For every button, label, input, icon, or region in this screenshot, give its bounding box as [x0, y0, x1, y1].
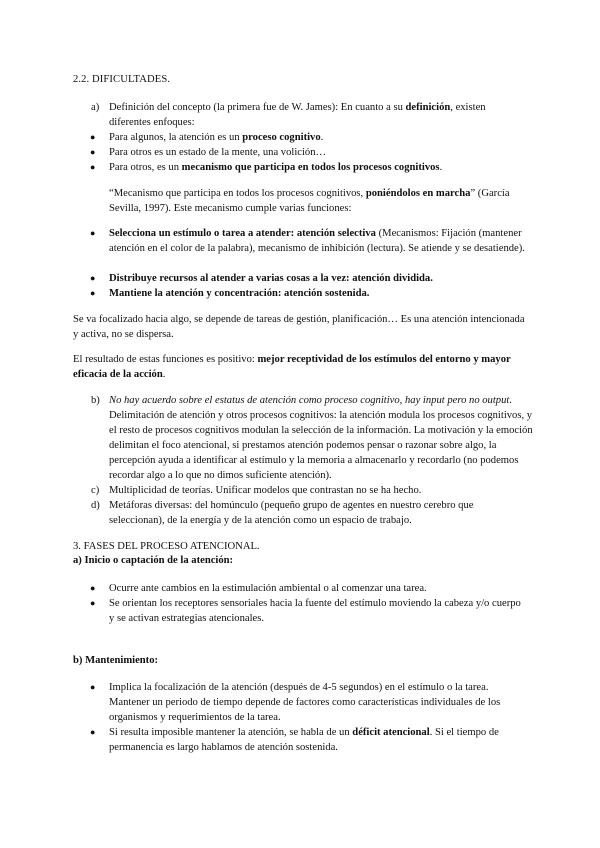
- function-selective: Selecciona un estímulo o tarea a atender: atención selectiva (Mecanismos: Fijación (mantener atención en el color de la palabra), mecanismo de inhibición (lectura). Se atiende y se desatiende).: [109, 228, 525, 254]
- paragraph-resultado: El resultado de estas funciones es positivo: mejor receptividad de los estímulos del entorno y mayor eficacia de la acción.: [73, 354, 511, 380]
- function-divided: Distribuye recursos al atender a varias cosas a la vez: atención dividida.: [109, 273, 433, 284]
- bullet-icon: ●: [90, 132, 96, 142]
- function-sustained: Mantiene la atención y concentración: atención sostenida.: [109, 288, 370, 299]
- bullet-text: Si resulta imposible mantener la atención, se habla de un déficit atencional. Si el tiempo de permanencia es largo hablamos de atención sostenida.: [109, 727, 499, 753]
- list-letter-d: d): [91, 500, 100, 511]
- bullet-text: Para otros, es un mecanismo que participa en todos los procesos cognitivos.: [109, 162, 443, 173]
- bullet-text: Se orientan los receptores sensoriales hacia la fuente del estímulo moviendo la cabeza y/o cuerpo y se activan estrategias atencionales.: [109, 598, 521, 624]
- subheading-mantenimiento: b) Mantenimiento:: [73, 655, 159, 666]
- quote-paragraph: “Mecanismo que participa en todos los procesos cognitivos, poniéndolos en marcha” (García Sevilla, 1997). Este mecanismo cumple varias funciones:: [109, 188, 510, 214]
- section-heading-fases: 3. FASES DEL PROCESO ATENCIONAL.: [73, 541, 260, 552]
- section-heading-dificultades: 2.2. DIFICULTADES.: [73, 74, 171, 85]
- bullet-icon: ●: [90, 598, 96, 608]
- bullet-icon: ●: [90, 162, 96, 172]
- item-d-text: Metáforas diversas: del homúnculo (pequeño grupo de agentes en nuestro cerebro que seleccionan), de la energía y de la atención como un espacio de trabajo.: [109, 500, 474, 526]
- list-letter-a: a): [91, 102, 100, 113]
- item-b-text: No hay acuerdo sobre el estatus de atención como proceso cognitivo, hay input pero no output. Delimitación de atención y otros procesos cognitivos: la atención modula los procesos cognitivos, y el resto de procesos cognitivos modulan la selección de la información. La motivación y la emoción delimitan el foco atencional, si prestamos atención podemos pensar o razonar sobre algo, la percepción ayuda a identificar al estímulo y la memoria a almacenarlo y recordarlo (no podemos recordar algo a lo que no dimos suficiente atención).: [109, 395, 533, 481]
- bullet-icon: ●: [90, 147, 96, 157]
- bullet-icon: ●: [90, 228, 96, 238]
- item-a-text: Definición del concepto (la primera fue de W. James): En cuanto a su definición, existen diferentes enfoques:: [109, 102, 486, 128]
- list-letter-b: b): [91, 395, 100, 406]
- bullet-icon: ●: [90, 288, 96, 298]
- bullet-text: Implica la focalización de la atención (después de 4-5 segundos) en el estímulo o la tarea. Mantener un periodo de tiempo depende de factores como características individuales de los organismos y requerimientos de la tarea.: [109, 682, 501, 723]
- bullet-icon: ●: [90, 682, 96, 692]
- bullet-text: Para otros es un estado de la mente, una volición…: [109, 147, 327, 158]
- bullet-icon: ●: [90, 583, 96, 593]
- bullet-text: Para algunos, la atención es un proceso cognitivo.: [109, 132, 324, 143]
- list-letter-c: c): [91, 485, 100, 496]
- bullet-icon: ●: [90, 727, 96, 737]
- subheading-inicio: a) Inicio o captación de la atención:: [73, 555, 234, 566]
- bullet-text: Ocurre ante cambios en la estimulación ambiental o al comenzar una tarea.: [109, 583, 427, 594]
- paragraph-focalizado: Se va focalizado hacia algo, se depende de tareas de gestión, planificación… Es una atención intencionada y activa, no se dispersa.: [73, 314, 525, 340]
- bullet-icon: ●: [90, 273, 96, 283]
- item-c-text: Multiplicidad de teorías. Unificar modelos que contrastan no se ha hecho.: [109, 485, 422, 496]
